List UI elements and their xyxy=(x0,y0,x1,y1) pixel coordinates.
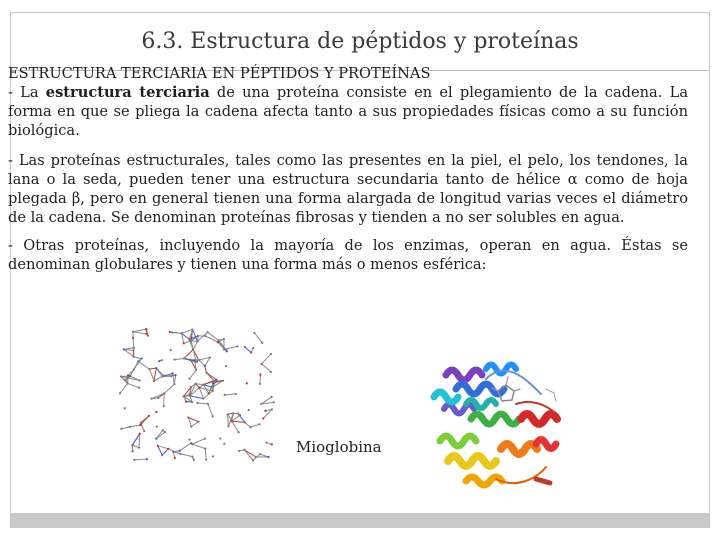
p1-prefix: - La xyxy=(8,84,46,101)
bottom-bar xyxy=(11,513,709,527)
ball-and-stick-molecule-image xyxy=(110,325,290,465)
title-box xyxy=(11,13,709,71)
figure-caption: Mioglobina xyxy=(296,438,382,456)
paragraph-globular: - Otras proteínas, incluyendo la mayoría de los enzimas, operan en agua. Éstas se denominan globulares y tienen una forma más o menos esférica: xyxy=(8,237,688,273)
paragraph-tertiary xyxy=(8,83,688,140)
paragraph-fibrous: - Las proteínas estructurales, tales como las presentes en la piel, el pelo, los tendones, la lana o la seda, pueden tener una estructura secundaria tanto de hélice α como de hoja plegada β, pero en general tienen una forma alargada de longitud varias veces el diámetro de la cadena. Se denominan proteínas fibrosas y tienden a no ser solubles en agua. xyxy=(8,152,688,226)
section-heading: ESTRUCTURA TERCIARIA EN PÉPTIDOS Y PROTEÍNAS xyxy=(8,65,431,82)
p1-bold-term: estructura terciaria xyxy=(45,84,210,101)
ribbon-protein-myoglobin-image xyxy=(426,349,576,496)
slide-content xyxy=(8,64,688,274)
slide-title: 6.3. Estructura de péptidos y proteínas xyxy=(141,29,579,54)
p1-rest: de una proteína consiste en el plegamiento de la cadena. La forma en que se pliega la cadena afecta tanto a sus propiedades físicas como a su función biológica. xyxy=(8,84,689,139)
